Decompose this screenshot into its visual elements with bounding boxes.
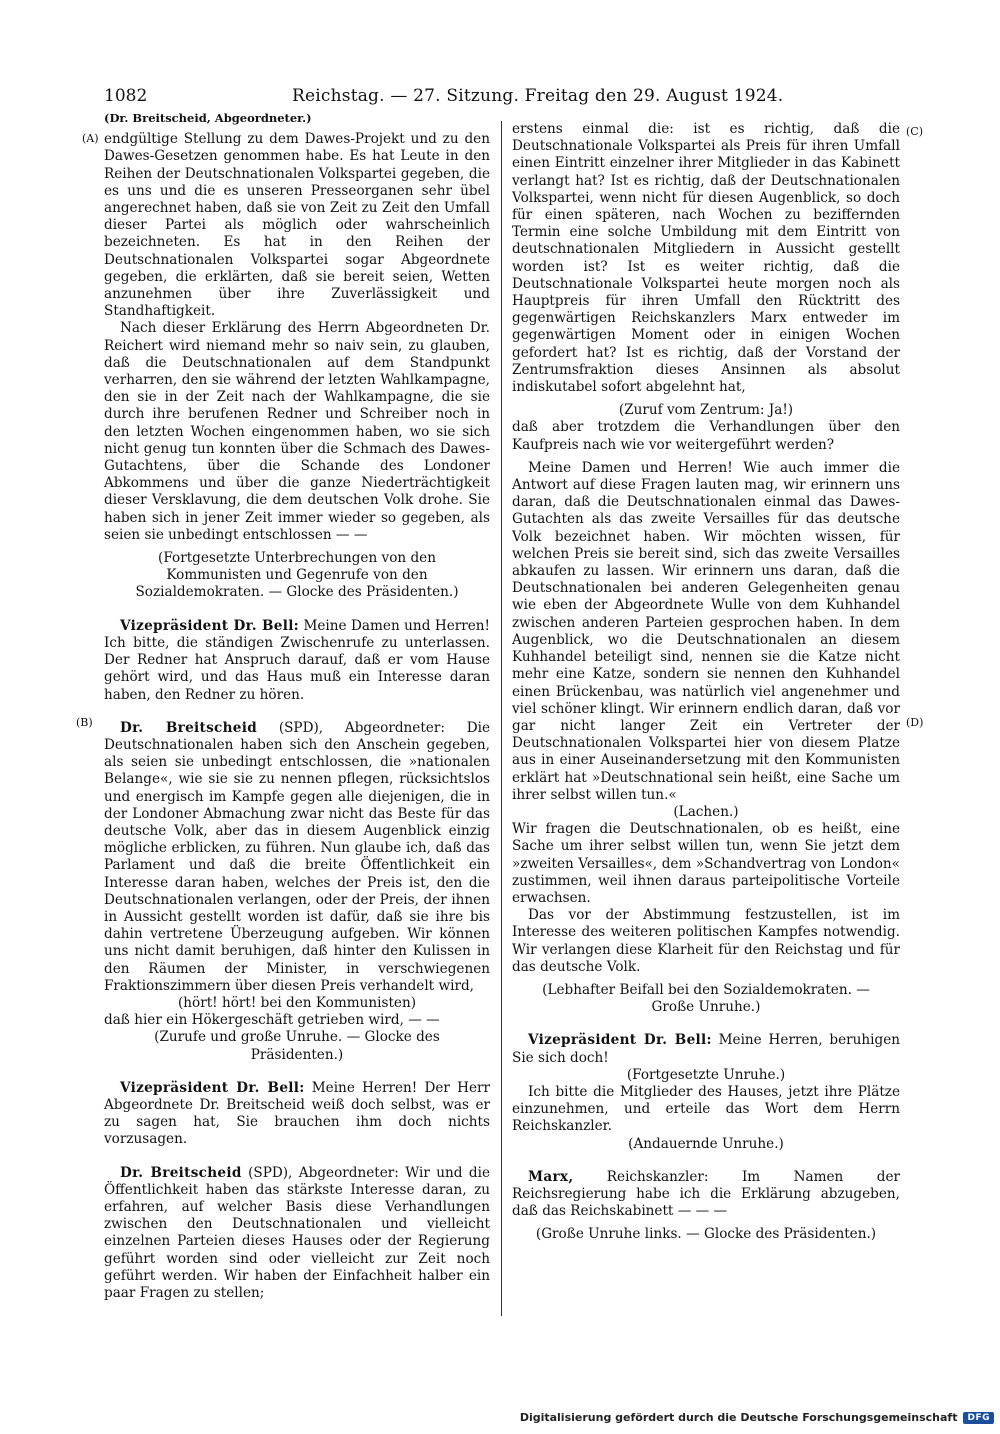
page-number: 1082: [104, 86, 148, 106]
dfg-logo: DFG: [963, 1412, 994, 1424]
paragraph: Vizepräsident Dr. Bell: Meine Damen und Herren! Ich bitte, die ständigen Zwischenrufe zu unterlassen. Der Redner hat Anspruch darauf, daß er vom Hause gehört wird, und das Haus muß ein Interesse daran haben, den Redner zu hören.: [104, 617, 491, 703]
interjection: (Fortgesetzte Unruhe.): [626, 1066, 786, 1083]
interjection: (Fortgesetzte Unterbrechungen von den Kommunisten und Gegenrufe von den Sozialdemokraten. — Glocke des Präsidenten.): [135, 550, 459, 601]
interjection: (Zuruf vom Zentrum: Ja!): [618, 402, 794, 419]
speaker-name: Dr. Breitscheid: [120, 719, 258, 736]
interjection: (hört! hört! bei den Kommunisten): [177, 994, 417, 1011]
paragraph: Dr. Breitscheid (SPD), Abgeordneter: Wir und die Öffentlichkeit haben das stärkste Interesse daran, zu erfahren, auf welcher Basis diese Verhandlungen zwischen den Deutschnationalen und vielleicht einzelnen Parteien dieses Hauses oder der Regierung geführt worden sind oder vielleicht zur Zeit noch geführt werden. Wir haben der Einfachheit halber ein paar Fragen zu stellen;: [104, 1164, 491, 1301]
margin-marker-b: (B): [76, 716, 93, 729]
interjection: (Lebhafter Beifall bei den Sozialdemokraten. — Große Unruhe.): [542, 981, 870, 1016]
paragraph: Meine Damen und Herren! Wie auch immer die Antwort auf diese Fragen lauten mag, wir erinnern uns daran, daß die Deutschnationalen einmal das Dawes-Gutachten als das zweite Versailles für das deutsche Volk bezeichnet haben. Wir möchten wissen, für welchen Preis sie bereit sind, sich das zweite Versailles abkaufen zu lassen. Wir erinnern uns daran, daß die Deutschnationalen bei anderen Gelegenheiten genau wie eben der Abgeordnete Wulle von dem Kuhhandel zwischen anderen Parteien gesprochen haben. In dem Augenblick, wo die Deutschnationalen an diesem Kuhhandel beteiligt sind, nennen sie die Katze nicht mehr eine Katze, sondern sie nennen den Kuhhandel einen Brückenbau, was natürlich viel angenehmer und viel schöner klingt. Wir erinnern endlich daran, daß vor gar nicht langer Zeit ein Vertreter der Deutschnationalen Volkspartei hier von diesem Platze aus in einer Auseinandersetzung mit den Kommunisten erklärt hat »Deutschnational sein heißt, eine Sache um ihrer selbst willen tun.«: [512, 459, 900, 803]
paragraph: Vizepräsident Dr. Bell: Meine Herren, beruhigen Sie sich doch!: [512, 1032, 901, 1066]
margin-marker-a: (A): [82, 132, 99, 145]
paragraph: Vizepräsident Dr. Bell: Meine Herren! Der Herr Abgeordnete Dr. Breitscheid weiß doch selbst, was er zu sagen hat, Sie brauchen ihm doch nichts vorzusagen.: [104, 1079, 490, 1148]
running-head: (Dr. Breitscheid, Abgeordneter.): [104, 111, 312, 125]
paragraph: Das vor der Abstimmung festzustellen, ist im Interesse des weiteren politischen Kampfes notwendig. Wir verlangen diese Klarheit für den Reichstag und für das deutsche Volk.: [512, 907, 900, 975]
page-header: [104, 86, 904, 110]
paragraph: Nach dieser Erklärung des Herrn Abgeordneten Dr. Reichert wird niemand mehr so naiv sein, zu glauben, daß die Deutschnationalen auf dem Standpunkt verharren, den sie während der letzten Wahlkampagne, den sie in der Zeit nach der Wahlkampagne, die sie durch ihre berufenen Redner und Schreiber noch in den letzten Wochen eingenommen haben, wo sie sich nicht genug tun konnten über die Schmach des Dawes-Gutachtens, über die Schande des Londoner Abkommens und über die ganze Niederträchtigkeit dieser Versklavung, die dem deutschen Volk drohe. Sie haben sich in jener Zeit immer wieder so gegeben, als seien sie unbedingt entschlossen — —: [104, 320, 490, 543]
paragraph: Marx, Reichskanzler: Im Namen der Reichsregierung habe ich die Erklärung abzugeben, daß das Reichskabinett — — —: [512, 1168, 900, 1220]
right-column: [512, 121, 900, 1244]
paragraph: Dr. Breitscheid (SPD), Abgeordneter: Die Deutschnationalen haben sich den Anschein gegeben, als seien sie unbedingt entschlossen, die »nationalen Belange«, wie sie sie zu nennen pflegen, rücksichtslos und energisch im Kampfe gegen alle diejenigen, die in der Londoner Abmachung zwar nicht das Beste für das deutsche Volk, aber das in diesem Augenblick einzig mögliche erblicken, zu führen. Nun glaube ich, daß das Parlament und daß die breite Öffentlichkeit ein Interesse daran haben, welches der Preis ist, den die Deutschnationalen verlangen, oder der Preis, der ihnen in Aussicht gestellt worden ist dafür, daß sie ihre bis dahin vertretene Überzeugung aufgeben. Wir können uns nicht damit beruhigen, daß hinter den Kulissen in den Räumen der Minister, in verschwiegenen Fraktionszimmern über diesen Preis verhandelt wird,: [104, 719, 491, 994]
paragraph: daß hier ein Hökergeschäft getrieben wird, — —: [104, 1012, 440, 1029]
paragraph: Ich bitte die Mitglieder des Hauses, jetzt ihre Plätze einzunehmen, und erteile das Wort dem Herrn Reichskanzler.: [512, 1083, 900, 1135]
margin-marker-c: (C): [906, 125, 923, 138]
footer: [520, 1411, 994, 1424]
interjection: (Große Unruhe links. — Glocke des Präsidenten.): [535, 1226, 877, 1243]
interjection: (Lachen.): [673, 803, 739, 820]
paragraph: erstens einmal die: ist es richtig, daß die Deutschnationale Volkspartei als Preis für ihren Umfall einen Eintritt einzelner ihrer Mitglieder in das Kabinett verlangt hat? Ist es richtig, daß der Deutschnationalen Volkspartei, wenn nicht für diesen Augenblick, so doch für einen späteren, nach Wochen zu beziffernden Termin eine solche Umbildung mit dem Eintritt von deutschnationalen Mitgliedern in Aussicht gestellt worden ist? Ist es weiter richtig, daß die Deutschnationale Volkspartei heute morgen noch als Hauptpreis für ihren Umfall den Rücktritt des gegenwärtigen Reichskanzlers Marx entweder im gegenwärtigen Moment oder in einigen Wochen gefordert hat? Ist es richtig, daß der Vorstand der Zentrumsfraktion dieses Ansinnen als absolut indiskutabel sofort abgelehnt hat,: [512, 121, 900, 396]
speaker-name: Vizepräsident Dr. Bell:: [528, 1032, 712, 1049]
interjection: (Andauernde Unruhe.): [628, 1135, 784, 1152]
speaker-name: Dr. Breitscheid: [120, 1164, 242, 1181]
speaker-name: Vizepräsident Dr. Bell:: [120, 617, 299, 634]
left-column: [104, 110, 490, 1302]
column-divider: [501, 121, 502, 1316]
margin-marker-d: (D): [906, 716, 924, 729]
paragraph: endgültige Stellung zu dem Dawes-Projekt und zu den Dawes-Gesetzen genommen habe. Es hat Leute in den Reihen der Deutschnationalen Volkspartei gegeben, die es uns und die es unseren Presseorganen sehr übel angerechnet haben, daß sie von Zeit zu Zeit den Umfall dieser Partei als möglich oder wahrscheinlich bezeichneten. Es hat in den Reihen der Deutschnationalen Volkspartei sogar Abgeordnete gegeben, die erklärten, daß sie bereit seien, Wetten anzunehmen über ihre Zuverlässigkeit und Standhaftigkeit.: [104, 131, 490, 320]
footer-text: Digitalisierung gefördert durch die Deutsche Forschungsgemeinschaft: [519, 1411, 958, 1424]
interjection: (Zurufe und große Unruhe. — Glocke des Präsidenten.): [154, 1029, 440, 1063]
speaker-name: Vizepräsident Dr. Bell:: [120, 1079, 305, 1096]
paragraph: daß aber trotzdem die Verhandlungen über den Kaufpreis nach wie vor weitergeführt werden?: [512, 419, 900, 453]
speaker-name: Marx,: [528, 1168, 574, 1185]
page-title: Reichstag. — 27. Sitzung. Freitag den 29. August 1924.: [292, 86, 784, 106]
paragraph: Wir fragen die Deutschnationalen, ob es heißt, eine Sache um ihrer selbst willen tun, wenn Sie jetzt dem »zweiten Versailles«, dem »Schandvertrag von London« zustimmen, weil ihnen daraus parteipolitische Vorteile erwachsen.: [512, 821, 900, 906]
